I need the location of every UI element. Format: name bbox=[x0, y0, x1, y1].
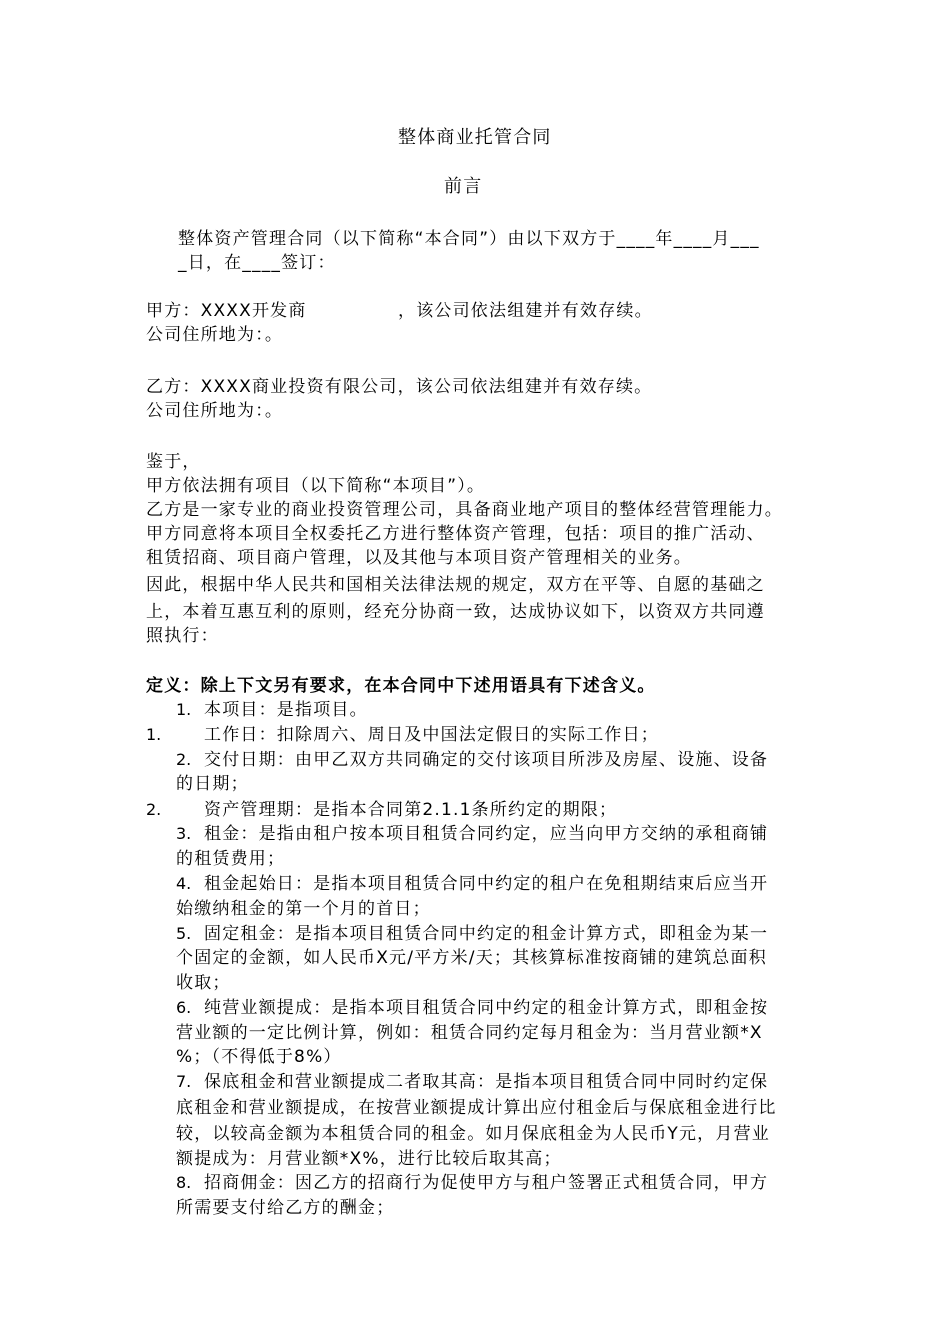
definition-text: 保底租金和营业额提成二者取其高：是指本项目租赁合同中同时约定保 bbox=[204, 1072, 769, 1092]
definition-text: 营业额的一定比例计算，例如：租赁合同约定每月租金为：当月营业额*X bbox=[176, 1023, 763, 1043]
definition-number: 3. bbox=[176, 824, 192, 843]
document-title: 整体商业托管合同 bbox=[398, 127, 552, 148]
definition-number: 2. bbox=[146, 800, 162, 819]
definition-text: 个固定的金额，如人民币X元/平方米/天；其核算标准按商铺的建筑总面积 bbox=[176, 948, 767, 968]
definition-number: 6. bbox=[176, 998, 192, 1017]
intro-line-1: 整体资产管理合同（以下简称“本合同”）由以下双方于____年____月___ bbox=[178, 229, 760, 249]
definition-number: 1. bbox=[176, 700, 192, 719]
definition-text: 租金起始日：是指本项目租赁合同中约定的租户在免租期结束后应当开 bbox=[204, 874, 769, 894]
party-b-name: 乙方：XXXX商业投资有限公司，该公司依法组建并有效存续。 bbox=[146, 377, 653, 397]
definition-number: 1. bbox=[146, 725, 162, 744]
definition-text: 工作日：扣除周六、周日及中国法定假日的实际工作日； bbox=[204, 725, 659, 745]
definition-text: 所需要支付给乙方的酬金； bbox=[176, 1198, 395, 1218]
preface-heading: 前言 bbox=[444, 176, 483, 197]
definition-number: 2. bbox=[176, 750, 192, 769]
definition-number: 4. bbox=[176, 874, 192, 893]
definition-number: 5. bbox=[176, 924, 192, 943]
recital-line: 鉴于， bbox=[146, 452, 201, 472]
recital-line: 乙方是一家专业的商业投资管理公司，具备商业地产项目的整体经营管理能力。 bbox=[146, 500, 783, 520]
definition-text: 本项目：是指项目。 bbox=[204, 700, 368, 720]
definition-text: 的日期； bbox=[176, 774, 249, 794]
definition-text: 交付日期：由甲乙双方共同确定的交付该项目所涉及房屋、设施、设备 bbox=[204, 750, 769, 770]
recital-line: 甲方依法拥有项目（以下简称“本项目”）。 bbox=[146, 476, 486, 496]
definition-text: 底租金和营业额提成，在按营业额提成计算出应付租金后与保底租金进行比 bbox=[176, 1098, 777, 1118]
recital-line: 因此，根据中华人民共和国相关法律法规的规定，双方在平等、自愿的基础之 bbox=[146, 575, 765, 595]
party-a-name: 甲方：XXXX开发商 bbox=[146, 301, 307, 321]
definition-text: 较，以较高金额为本租赁合同的租金。如月保底租金为人民币Y元，月营业 bbox=[176, 1124, 770, 1144]
definition-text: 固定租金：是指本项目租赁合同中约定的租金计算方式，即租金为某一 bbox=[204, 924, 769, 944]
recital-line: 上，本着互惠互利的原则，经充分协商一致，达成协议如下，以资双方共同遵 bbox=[146, 602, 765, 622]
definition-text: 始缴纳租金的第一个月的首日； bbox=[176, 899, 431, 919]
party-b-address: 公司住所地为：。 bbox=[146, 401, 284, 421]
definition-text: 的租赁费用； bbox=[176, 849, 286, 869]
definition-text: 收取； bbox=[176, 973, 231, 993]
recital-line: 甲方同意将本项目全权委托乙方进行整体资产管理，包括：项目的推广活动、 bbox=[146, 524, 765, 544]
definition-number: 8. bbox=[176, 1173, 192, 1192]
party-a-address: 公司住所地为：。 bbox=[146, 325, 284, 345]
definition-text: %；（不得低于8%） bbox=[176, 1047, 342, 1067]
definition-text: 招商佣金：因乙方的招商行为促使甲方与租户签署正式租赁合同，甲方 bbox=[204, 1173, 769, 1193]
definition-text: 纯营业额提成：是指本项目租赁合同中约定的租金计算方式，即租金按 bbox=[204, 998, 769, 1018]
intro-line-2: _日，在____签订： bbox=[178, 253, 336, 273]
recital-line: 照执行： bbox=[146, 626, 219, 646]
recital-line: 租赁招商、项目商户管理，以及其他与本项目资产管理相关的业务。 bbox=[146, 548, 692, 568]
definition-text: 额提成为：月营业额*X%，进行比较后取其高； bbox=[176, 1149, 562, 1169]
party-a-status: ，该公司依法组建并有效存续。 bbox=[398, 301, 653, 321]
definition-number: 7. bbox=[176, 1072, 192, 1091]
definition-text: 租金：是指由租户按本项目租赁合同约定，应当向甲方交纳的承租商铺 bbox=[204, 824, 769, 844]
definition-text: 资产管理期：是指本合同第2.1.1条所约定的期限； bbox=[204, 800, 618, 820]
definitions-heading: 定义：除上下文另有要求，在本合同中下述用语具有下述含义。 bbox=[146, 676, 656, 696]
